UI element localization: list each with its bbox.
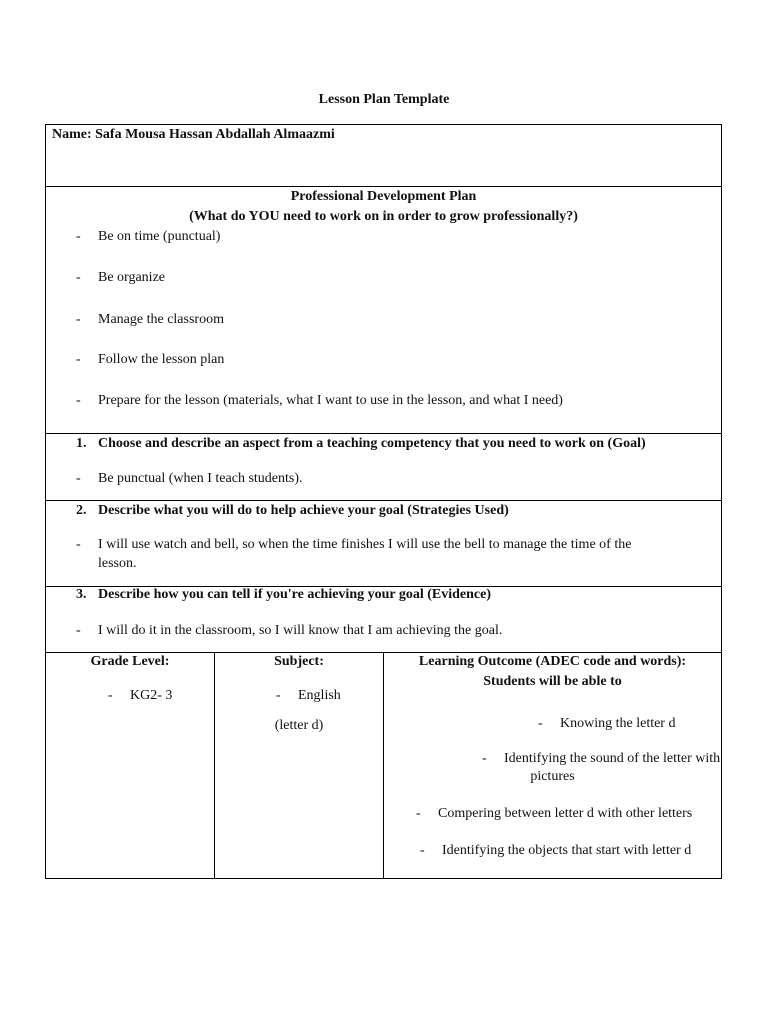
question-text: Describe what you will do to help achieve your goal (Strategies Used) xyxy=(98,503,509,518)
grade-label: Grade Level: xyxy=(90,654,170,669)
question-number: 3. xyxy=(76,587,87,602)
dash-bullet: - xyxy=(76,312,81,327)
outcome-item xyxy=(482,751,721,767)
outcome-item xyxy=(420,843,692,859)
outcome-sublabel: Students will be able to xyxy=(483,674,622,689)
answer-text: I will do it in the classroom, so I will know that I am achieving the goal. xyxy=(98,623,503,638)
dash-bullet: - xyxy=(276,688,281,703)
question-text: Describe how you can tell if you're achieving your goal (Evidence) xyxy=(98,587,492,602)
dash-bullet: - xyxy=(538,716,543,731)
grade-value xyxy=(108,688,173,704)
outcome-item-continued: pictures xyxy=(530,769,575,784)
outcome-item xyxy=(416,806,693,822)
dash-bullet: - xyxy=(76,471,81,486)
pdp-heading: Professional Development Plan xyxy=(290,189,477,204)
outcome-item-text: Identifying the sound of the letter with xyxy=(504,751,721,766)
strategies-row xyxy=(45,500,722,586)
answer-text: I will use watch and bell, so when the time finishes I will use the bell to manage the time of the xyxy=(98,537,632,552)
outcome-item-text: Identifying the objects that start with letter d xyxy=(442,843,692,858)
question-number: 1. xyxy=(76,436,87,451)
dash-bullet: - xyxy=(76,229,81,244)
dash-bullet: - xyxy=(76,393,81,408)
grade-value-text: KG2- 3 xyxy=(130,688,173,703)
outcome-item xyxy=(538,716,676,732)
evidence-row xyxy=(45,586,722,652)
dash-bullet: - xyxy=(76,352,81,367)
answer-text: Be punctual (when I teach students). xyxy=(98,471,303,486)
goal-row xyxy=(45,433,722,500)
outcome-column xyxy=(384,653,721,878)
dash-bullet: - xyxy=(416,806,421,821)
subject-value-text: English xyxy=(298,688,341,703)
dash-bullet: - xyxy=(76,537,81,552)
dash-bullet: - xyxy=(76,623,81,638)
subject-column xyxy=(215,653,384,878)
pdp-item-text: Be organize xyxy=(98,270,165,285)
name-row xyxy=(45,124,722,186)
grade-column xyxy=(46,653,215,878)
question-text: Choose and describe an aspect from a teaching competency that you need to work on (Goal) xyxy=(98,436,646,451)
dash-bullet: - xyxy=(76,270,81,285)
subject-detail: (letter d) xyxy=(274,718,324,733)
student-name: Name: Safa Mousa Hassan Abdallah Almaazmi xyxy=(52,127,335,142)
answer-text-continued: lesson. xyxy=(98,556,137,571)
outcome-item-text: Knowing the letter d xyxy=(560,716,676,731)
subject-value xyxy=(276,688,341,704)
pdp-item-text: Follow the lesson plan xyxy=(98,352,225,367)
pdp-item-text: Be on time (punctual) xyxy=(98,229,221,244)
subject-label: Subject: xyxy=(274,654,324,669)
dash-bullet: - xyxy=(482,751,487,766)
dash-bullet: - xyxy=(108,688,113,703)
pdp-item-text: Prepare for the lesson (materials, what I want to use in the lesson, and what I need) xyxy=(98,393,563,408)
pdp-item-text: Manage the classroom xyxy=(98,312,224,327)
pdp-subheading: (What do YOU need to work on in order to grow professionally?) xyxy=(189,209,578,224)
document-title: Lesson Plan Template xyxy=(318,92,450,107)
outcome-item-text: Compering between letter d with other letters xyxy=(438,806,693,821)
pdp-row xyxy=(45,186,722,433)
question-number: 2. xyxy=(76,503,87,518)
outcome-label: Learning Outcome (ADEC code and words): xyxy=(418,654,687,669)
dash-bullet: - xyxy=(420,843,425,858)
lesson-details-row xyxy=(45,652,722,879)
